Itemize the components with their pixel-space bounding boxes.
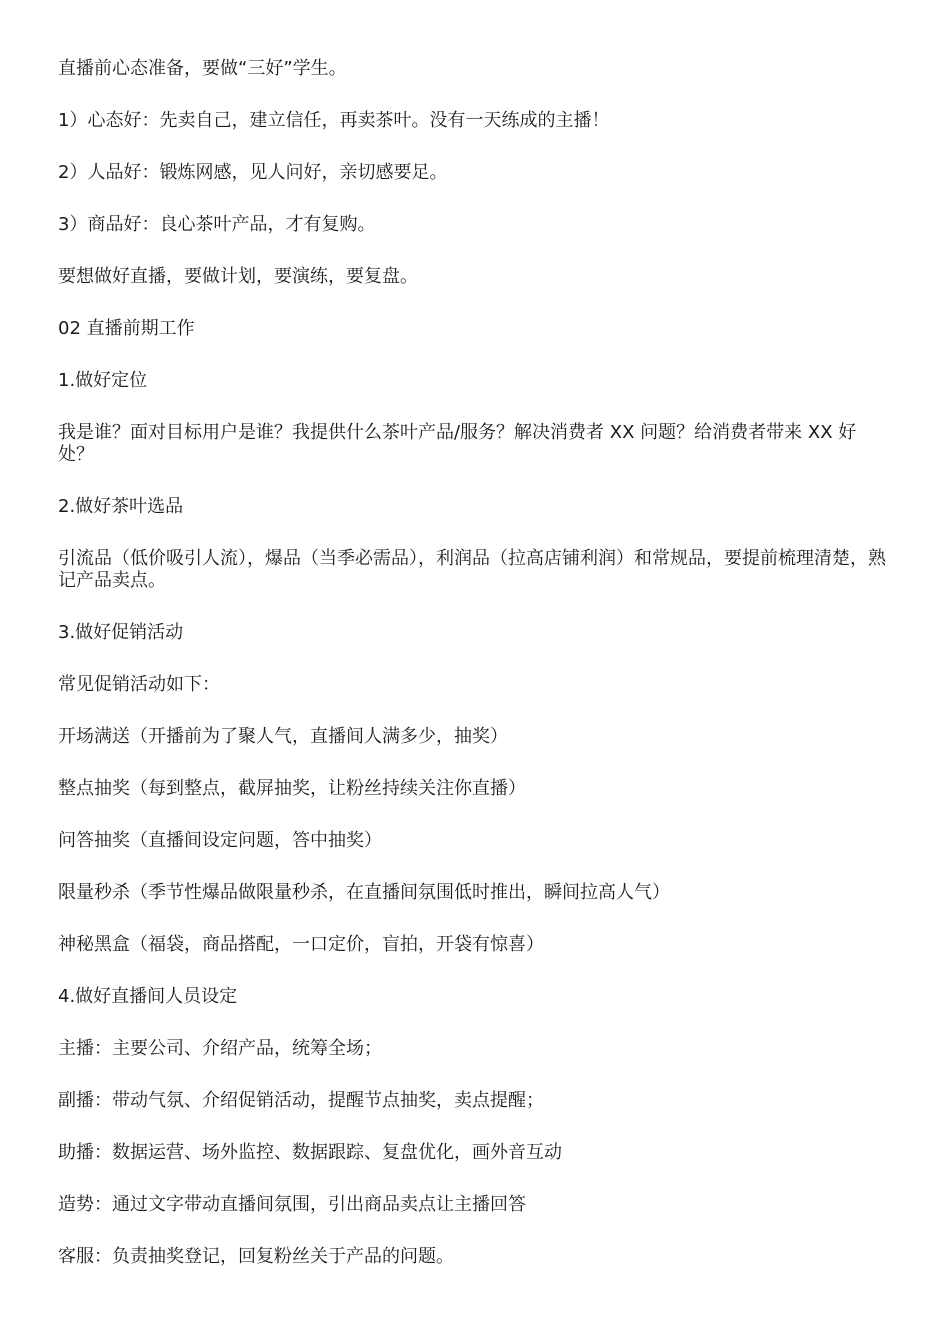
list-item-promo-quiz: 问答抽奖（直播间设定问题，答中抽奖）	[58, 830, 382, 851]
subheading-promotions: 3.做好促销活动	[58, 622, 184, 643]
subheading-staffing: 4.做好直播间人员设定	[58, 986, 238, 1007]
list-item-promo-mystery-box: 神秘黑盒（福袋，商品搭配，一口定价，盲拍，开袋有惊喜）	[58, 934, 544, 955]
section-heading-02: 02 直播前期工作	[58, 318, 195, 339]
list-item-role-support: 客服：负责抽奖登记，回复粉丝关于产品的问题。	[58, 1246, 454, 1267]
document-page	[58, 58, 890, 1298]
list-item-promo-opening: 开场满送（开播前为了聚人气，直播间人满多少，抽奖）	[58, 726, 508, 747]
list-item-role-host: 主播：主要公司、介绍产品，统筹全场；	[58, 1038, 382, 1059]
list-item-role-assistant: 助播：数据运营、场外监控、数据跟踪、复盘优化，画外音互动	[58, 1142, 562, 1163]
paragraph-mindset-1: 1）心态好：先卖自己，建立信任，再卖茶叶。没有一天练成的主播！	[58, 110, 610, 131]
paragraph-product-selection: 引流品（低价吸引人流），爆品（当季必需品），利润品（拉高店铺利润）和常规品，要提前梳理清楚，熟记产品卖点。	[58, 548, 886, 591]
list-item-promo-flash-sale: 限量秒杀（季节性爆品做限量秒杀，在直播间氛围低时推出，瞬间拉高人气）	[58, 882, 670, 903]
paragraph-plan: 要想做好直播，要做计划，要演练，要复盘。	[58, 266, 418, 287]
paragraph-positioning: 我是谁？面对目标用户是谁？我提供什么茶叶产品/服务？解决消费者 XX 问题？给消费者带来 XX 好处？	[58, 422, 857, 465]
paragraph-mindset-2: 2）人品好：锻炼网感，见人问好，亲切感要足。	[58, 162, 448, 183]
subheading-positioning: 1.做好定位	[58, 370, 148, 391]
list-item-promo-hourly: 整点抽奖（每到整点，截屏抽奖，让粉丝持续关注你直播）	[58, 778, 526, 799]
list-item-role-cohost: 副播：带动气氛、介绍促销活动，提醒节点抽奖，卖点提醒；	[58, 1090, 544, 1111]
paragraph-mindset-intro: 直播前心态准备，要做“三好”学生。	[58, 58, 347, 79]
paragraph-promotions-intro: 常见促销活动如下：	[58, 674, 220, 695]
subheading-product-selection: 2.做好茶叶选品	[58, 496, 184, 517]
list-item-role-hype: 造势：通过文字带动直播间氛围，引出商品卖点让主播回答	[58, 1194, 526, 1215]
paragraph-mindset-3: 3）商品好：良心茶叶产品，才有复购。	[58, 214, 376, 235]
